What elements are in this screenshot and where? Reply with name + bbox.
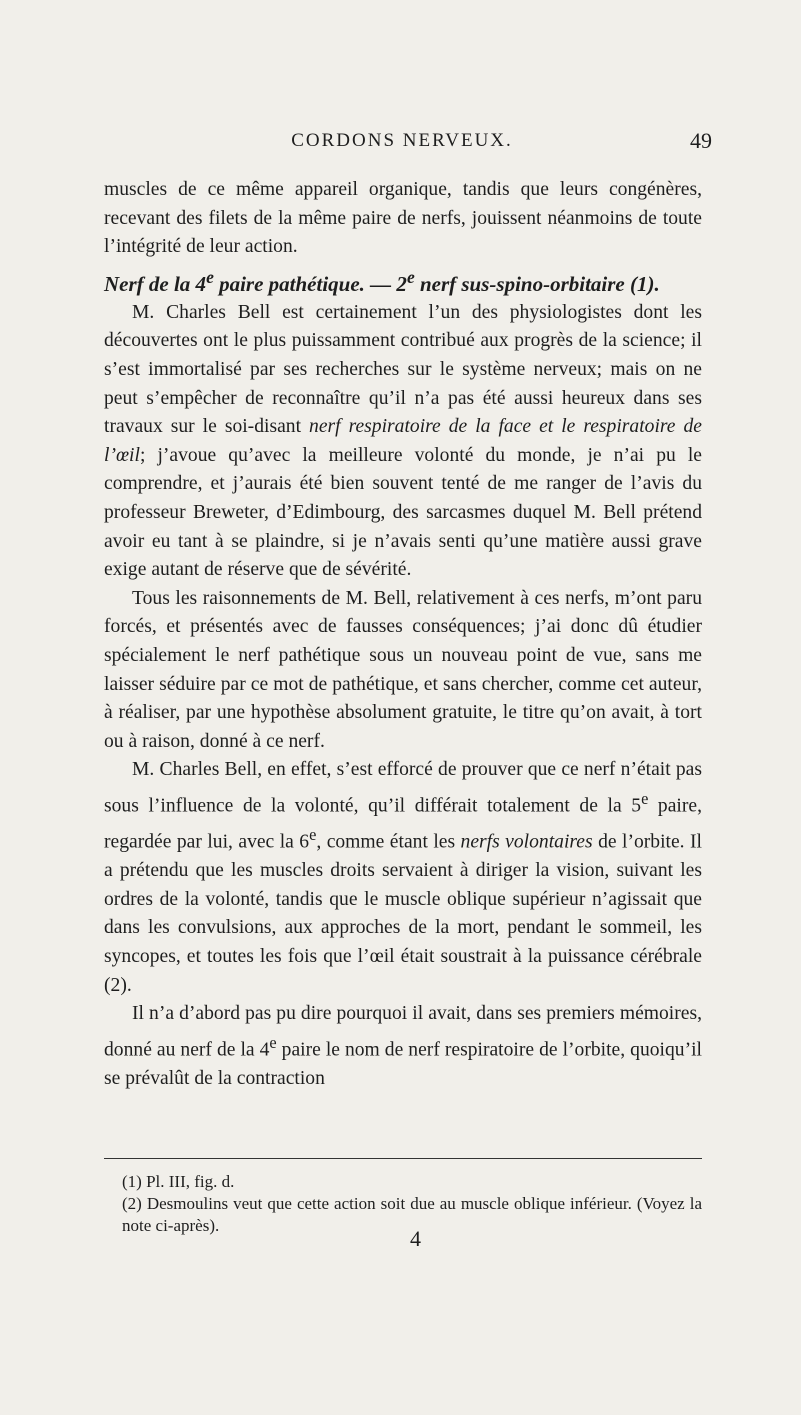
footnote-1: (1) Pl. III, fig. d. bbox=[122, 1172, 235, 1191]
paragraph-reasoning: Tous les raisonnements de M. Bell, relativement à ces nerfs, m’ont paru forcés, et présentés avec de fausses conséquences; j’ai donc dû étudier spécialement le nerf pathétique sous un nouveau point de vue, sans me laisser séduire par ce mot de pathétique, et sans chercher, comme cet auteur, à réaliser, par une hypothèse absolument gratuite, le titre qu’on avait, à tort ou à raison, donné à ce nerf. bbox=[104, 587, 702, 752]
page-header bbox=[0, 130, 801, 160]
section-heading: Nerf de la 4e paire pathétique. — 2e nerf sus-spino-orbitaire (1). bbox=[104, 266, 660, 296]
paragraph-bell-effort: M. Charles Bell, en effet, s’est efforcé de prouver que ce nerf n’était pas sous l’influence de la volonté, qu’il différait totalement de la 5e paire, regardée par lui, avec la 6e, comme étant les nerfs volontaires de l’orbite. Il a prétendu que les muscles droits servaient à diriger la vision, suivant les ordres de la volonté, tandis que le muscle oblique supérieur n’agissait que dans les convulsions, aux approches de la mort, pendant le sommeil, les syncopes, et toutes les fois que l’œil était soustrait à la puissance cérébrale (2). bbox=[104, 759, 702, 996]
paragraph-bell-intro: M. Charles Bell est certainement l’un des physiologistes dont les découvertes ont le plus puissamment contribué aux progrès de la science; il s’est immortalisé par ses recherches sur le système nerveux; mais on ne peut s’empêcher de reconnaître qu’il n’a pas été aussi heureux dans ses travaux sur le soi-disant nerf respiratoire de la face et le respiratoire de l’œil; j’avoue qu’avec la meilleure volonté du monde, je n’ai pu le comprendre, et j’aurais été bien souvent tenté de me ranger de l’avis du professeur Breweter, d’Edimbourg, des sarcasmes duquel M. Bell prétend avoir eu tant à se plaindre, si je n’avais senti qu’une matière aussi grave exige autant de réserve que de sévérité. bbox=[104, 301, 702, 581]
footnote-rule bbox=[104, 1158, 702, 1159]
paragraph-memoirs: Il n’a d’abord pas pu dire pourquoi il avait, dans ses premiers mémoires, donné au nerf de la 4e paire le nom de nerf respiratoire de l’orbite, quoiqu’il se prévalût de la contraction bbox=[104, 1003, 702, 1089]
paragraph-continuation: muscles de ce même appareil organique, tandis que leurs congénères, recevant des filets de la même paire de nerfs, jouissent néanmoins de toute l’intégrité de leur action. bbox=[104, 179, 702, 258]
page-number: 49 bbox=[690, 128, 712, 153]
running-title: CORDONS NERVEUX. bbox=[291, 130, 513, 151]
footnote-2: (2) Desmoulins veut que cette action soit due au muscle oblique inférieur. (Voyez la note ci-après). bbox=[122, 1194, 702, 1235]
body-text bbox=[104, 176, 702, 1093]
signature-mark: 4 bbox=[410, 1226, 421, 1251]
